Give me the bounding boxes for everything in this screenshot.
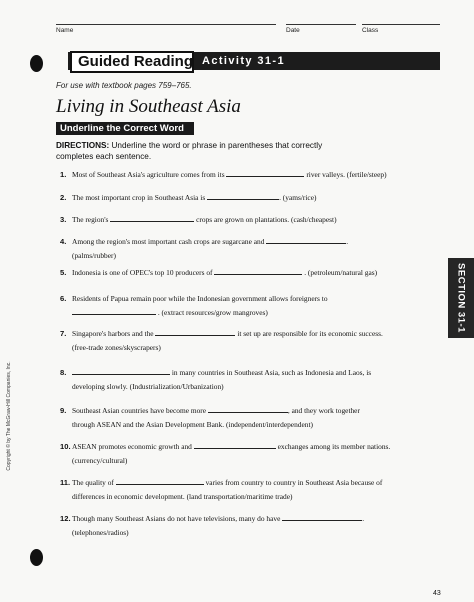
question-number: 6. — [60, 294, 67, 303]
answer-blank[interactable] — [116, 476, 204, 485]
question-8 — [60, 366, 422, 394]
directions-text: Underline the word or phrase in parentheses that correctly completes each sentence. — [56, 141, 323, 161]
question-number: 4. — [60, 237, 67, 246]
question-3 — [60, 213, 422, 227]
guided-reading-label: Guided Reading — [70, 51, 194, 73]
question-text: it set up are responsible for its economic success. — [237, 329, 383, 338]
binder-hole-top — [30, 55, 43, 72]
answer-blank[interactable] — [208, 404, 288, 413]
question-text: Most of Southeast Asia's agriculture comes from its — [72, 170, 225, 179]
section-heading: Underline the Correct Word — [56, 122, 194, 135]
question-number: 1. — [60, 170, 67, 179]
question-5 — [60, 266, 422, 280]
question-number: 9. — [60, 406, 67, 415]
question-choices: differences in economic development. (land transportation/maritime trade) — [72, 492, 293, 501]
binder-hole-bottom — [30, 549, 43, 566]
directions-label: DIRECTIONS: — [56, 141, 110, 150]
question-6 — [60, 292, 422, 320]
question-choices: (palms/rubber) — [72, 251, 116, 260]
question-text: . — [362, 514, 365, 523]
question-text: river valleys. (fertile/steep) — [306, 170, 387, 179]
question-text: ASEAN promotes economic growth and — [72, 442, 192, 451]
directions — [56, 140, 356, 162]
question-text: . — [346, 237, 349, 246]
question-9 — [60, 404, 422, 432]
answer-blank[interactable] — [214, 266, 302, 275]
question-number: 12. — [60, 514, 71, 523]
date-line[interactable] — [286, 24, 356, 25]
question-2 — [60, 191, 422, 205]
answer-blank[interactable] — [207, 191, 279, 200]
question-text: The quality of — [72, 478, 114, 487]
question-12 — [60, 512, 422, 540]
question-text: exchanges among its member nations. — [277, 442, 391, 451]
textbook-pages-note: For use with textbook pages 759–765. — [56, 81, 192, 90]
question-text: . (petroleum/natural gas) — [304, 268, 378, 277]
question-4 — [60, 235, 422, 263]
page-number: 43 — [433, 590, 441, 597]
question-number: 7. — [60, 329, 67, 338]
answer-blank[interactable] — [266, 235, 349, 246]
question-number: 5. — [60, 268, 67, 277]
name-label: Name — [56, 27, 74, 34]
class-line[interactable] — [362, 24, 440, 25]
question-choices: through ASEAN and the Asian Development Bank. (independent/interdependent) — [72, 420, 313, 429]
question-text: , and they work together — [287, 406, 360, 415]
question-text: in many countries in Southeast Asia, such as Indonesia and Laos, is — [171, 368, 372, 377]
question-number: 11. — [60, 478, 71, 487]
question-text: Among the region's most important cash crops are sugarcane and — [72, 237, 265, 246]
date-label: Date — [286, 27, 300, 34]
question-text: Indonesia is one of OPEC's top 10 producers of — [72, 268, 213, 277]
question-text: crops are grown on plantations. (cash/cheapest) — [196, 215, 337, 224]
question-text: Residents of Papua remain poor while the Indonesian government allows foreigners to — [72, 294, 328, 303]
copyright-notice: Copyright © by The McGraw-Hill Companies, Inc. — [6, 361, 12, 471]
question-11 — [60, 476, 422, 504]
question-number: 8. — [60, 368, 67, 377]
question-text: varies from country to country in Southeast Asia because of — [205, 478, 383, 487]
name-line[interactable] — [56, 24, 276, 25]
question-text: Singapore's harbors and the — [72, 329, 154, 338]
question-10 — [60, 440, 422, 468]
answer-blank[interactable] — [72, 366, 170, 375]
question-choices: (currency/cultural) — [72, 456, 128, 465]
question-text: Southeast Asian countries have become more — [72, 406, 207, 415]
question-number: 10. — [60, 442, 71, 451]
question-number: 2. — [60, 193, 67, 202]
answer-blank[interactable] — [194, 440, 276, 449]
answer-blank[interactable] — [282, 512, 365, 523]
section-tab — [448, 258, 474, 338]
question-text: developing slowly. (Industrialization/Urbanization) — [72, 382, 224, 391]
question-text: The most important crop in Southeast Asia is — [72, 193, 206, 202]
question-text: Though many Southeast Asians do not have televisions, many do have — [72, 514, 281, 523]
activity-number: Activity 31-1 — [202, 55, 286, 67]
question-text: The region's — [72, 215, 109, 224]
question-text: . (extract resources/grow mangroves) — [157, 308, 268, 317]
answer-blank[interactable] — [72, 306, 156, 315]
class-label: Class — [362, 27, 379, 34]
question-7 — [60, 327, 422, 355]
page-title: Living in Southeast Asia — [56, 96, 241, 117]
question-choices: (telephones/radios) — [72, 528, 129, 537]
question-number: 3. — [60, 215, 67, 224]
question-choices: (free-trade zones/skyscrapers) — [72, 343, 161, 352]
answer-blank[interactable] — [226, 168, 304, 177]
answer-blank[interactable] — [155, 327, 235, 336]
section-tab-label: SECTION 31-1 — [455, 263, 467, 333]
question-text: . (yams/rice) — [279, 193, 317, 202]
answer-blank[interactable] — [110, 213, 194, 222]
question-1 — [60, 168, 422, 182]
